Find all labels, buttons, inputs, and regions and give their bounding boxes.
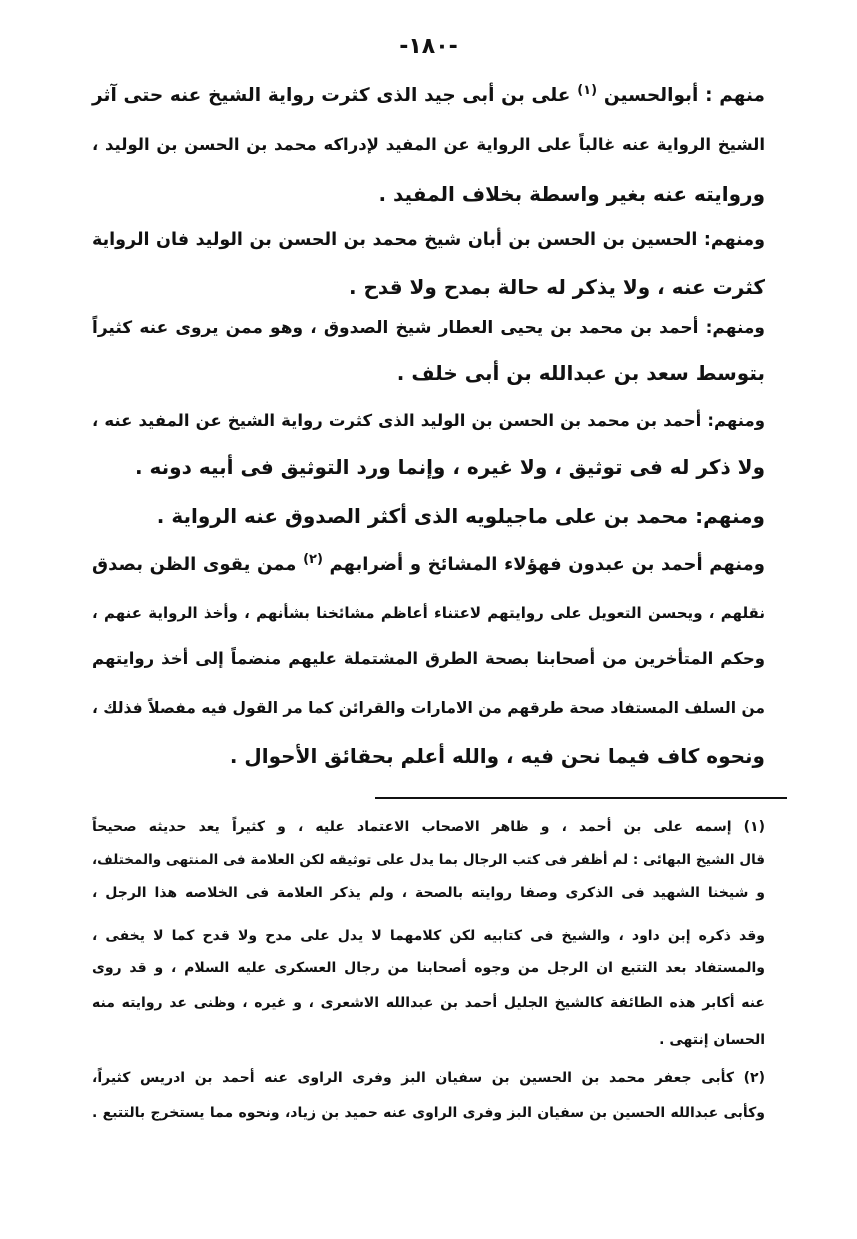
footnote-1-line-5: والمستفاد بعد التتبع ان الرجل من وجوه أصحابنا من رجال العسكرى عليه السلام ، و قد روى [92, 960, 765, 976]
footnote-1-line-4: وقد ذكره إبن داود ، والشيخ فى كتابيه لكن كلامهما لا يدل على مدح ولا قدح كما لا يخفى ، [92, 928, 765, 944]
paragraph-3-line-1: ومنهم: أحمد بن محمد بن يحيى العطار شيخ الصدوق ، وهو ممن يروى عنه كثيراً [92, 318, 765, 338]
footnote-2-line-1: (٢) كأبى جعفر محمد بن الحسين بن سفيان البز وفرى الراوى عنه أحمد بن ادريس كثيراً، [92, 1070, 765, 1086]
paragraph-6-text-b: ممن يقوى الظن بصدق [92, 554, 297, 575]
footnote-separator [375, 797, 787, 799]
paragraph-6-line-1 [92, 550, 765, 580]
footnote-1-line-2: قال الشيخ البهائى : لم أظفر فى كتب الرجال بما يدل على توثيقه لكن العلامة فى المنتهى والمختلف، [92, 852, 765, 868]
paragraph-4-line-1: ومنهم: أحمد بن محمد بن الحسن بن الوليد الذى كثرت رواية الشيخ عن المفيد عنه ، [92, 411, 765, 430]
paragraph-6-text-a: ومنهم أحمد بن عبدون فهؤلاء المشائخ و أضرابهم [329, 554, 765, 575]
paragraph-6-line-4: من السلف المستفاد صحة طرقهم من الامارات والقرائن كما مر القول فيه مفصلاً فذلك ، [92, 699, 765, 717]
paragraph-6-line-3: وحكم المتأخرين من أصحابنا بصحة الطرق المشتملة عليهم منضماً إلى أخذ روايتهم [92, 649, 765, 668]
footnote-ref-2[interactable]: (٢) [303, 552, 323, 567]
paragraph-4-line-2: ولا ذكر له فى توثيق ، ولا غيره ، وإنما ورد التوثيق فى أبيه دونه . [134, 455, 765, 479]
footnote-ref-1[interactable]: (١) [577, 82, 598, 98]
paragraph-1-text-a: منهم : أبوالحسين [603, 85, 765, 106]
footnote-1-line-7: الحسان إنتهى . [659, 1032, 765, 1048]
paragraph-1-line-2: الشيخ الرواية عنه غالباً على الرواية عن المفيد لإدراكه محمد بن الحسن بن الوليد ، [92, 135, 765, 154]
paragraph-3-line-2: بتوسط سعد بن عبدالله بن أبى خلف . [396, 361, 765, 385]
paragraph-2-line-1: ومنهم: الحسين بن الحسن بن أبان شيخ محمد بن الحسن بن الوليد فان الرواية [92, 230, 765, 250]
page-number: -١٨٠- [399, 34, 458, 59]
footnote-1-line-1: (١) إسمه على بن أحمد ، و ظاهر الاصحاب الاعتماد عليه ، و كثيراً يعد حديثه صحيحاً [92, 819, 765, 835]
paragraph-2-line-2: كثرت عنه ، ولا يذكر له حالة بمدح ولا قدح . [348, 275, 765, 299]
footnote-1-line-6: عنه أكابر هذه الطائفة كالشيخ الجليل أحمد بن عبدالله الاشعرى ، و غيره ، وظنى عد روايته منه [92, 995, 765, 1011]
paragraph-5-line-1: ومنهم: محمد بن على ماجيلويه الذى أكثر الصدوق عنه الرواية . [156, 504, 765, 528]
paragraph-1-text-b: على بن أبى جيد الذى كثرت رواية الشيخ عنه حتى آثر [92, 85, 571, 106]
footnote-2-line-2: وكأبى عبدالله الحسين بن سفيان البز وفرى الراوى عنه حميد بن زياد، ونحوه مما يستخرج بالتتبع . [92, 1105, 765, 1121]
paragraph-1-line-1 [92, 81, 765, 111]
paragraph-6-line-2: نقلهم ، ويحسن التعويل على روايتهم لاعتناء أعاظم مشائخنا بشأنهم ، وأخذ الرواية عنهم ، [92, 604, 765, 622]
paragraph-6-line-5: ونحوه كاف فيما نحن فيه ، والله أعلم بحقائق الأحوال . [229, 744, 765, 768]
paragraph-1-line-3: وروايته عنه بغير واسطة بخلاف المفيد . [378, 182, 765, 206]
footnote-1-line-3: و شيخنا الشهيد فى الذكرى وصفا روايته بالصحة ، ولم يذكر العلامة فى الخلاصه هذا الرجل ، [92, 885, 765, 901]
